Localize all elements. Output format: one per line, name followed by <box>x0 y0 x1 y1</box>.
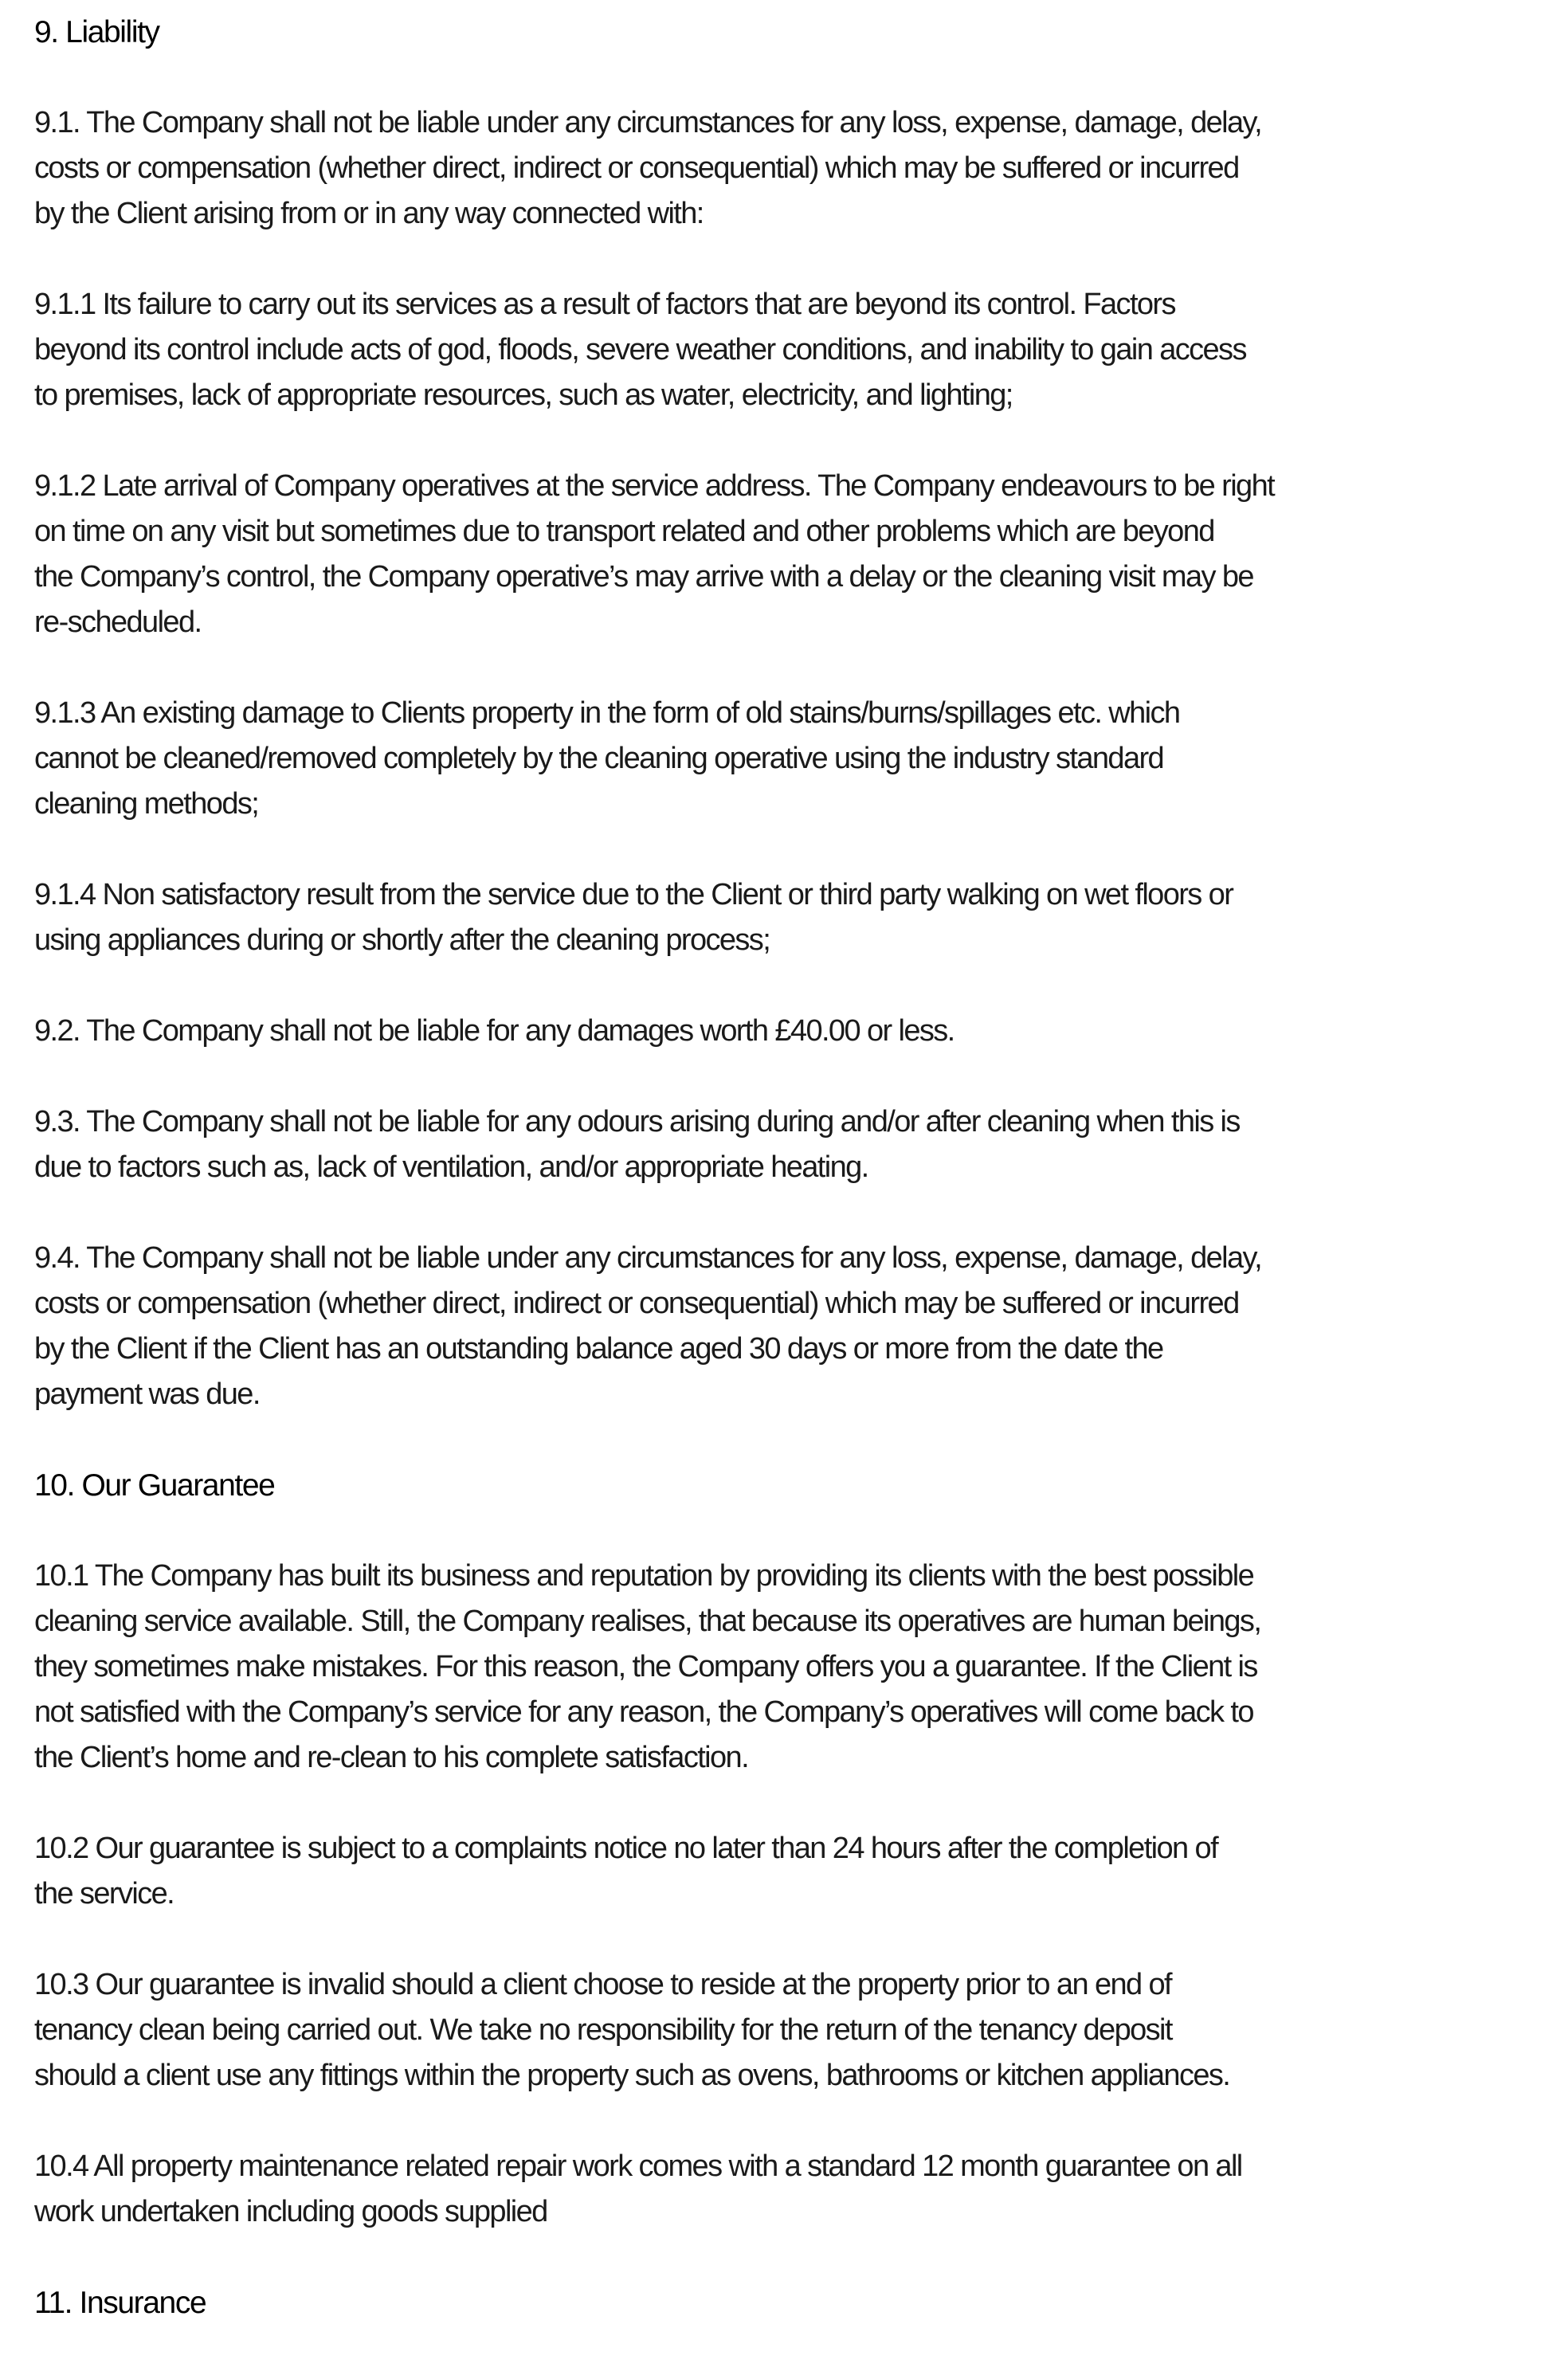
heading-text: 11. Insurance <box>34 2286 206 2320</box>
paragraph-line: by the Client if the Client has an outstanding balance aged 30 days or more from the date the <box>34 1332 1163 1366</box>
paragraph-line: 9.1. The Company shall not be liable under any circumstances for any loss, expense, damage, delay, <box>34 106 1262 139</box>
clause-paragraph <box>34 2144 1548 2235</box>
paragraph-line: 9.1.2 Late arrival of Company operatives at the service address. The Company endeavours to be right <box>34 469 1275 503</box>
paragraph-line: 10.2 Our guarantee is subject to a complaints notice no later than 24 hours after the completion of <box>34 1832 1218 1865</box>
clause-paragraph <box>34 1009 1548 1054</box>
paragraph-line: cannot be cleaned/removed completely by the cleaning operative using the industry standard <box>34 742 1164 775</box>
paragraph-line: 10.4 All property maintenance related repair work comes with a standard 12 month guarantee on all <box>34 2150 1242 2183</box>
heading-text: 10. Our Guarantee <box>34 1468 275 1503</box>
paragraph-line: re-scheduled. <box>34 605 202 639</box>
section-heading <box>34 2280 1548 2326</box>
paragraph-line: cleaning service available. Still, the Company realises, that because its operatives are human beings, <box>34 1605 1261 1638</box>
paragraph-line: on time on any visit but sometimes due to transport related and other problems which are beyond <box>34 515 1214 548</box>
clause-paragraph <box>34 464 1548 645</box>
paragraph-line: 9.2. The Company shall not be liable for any damages worth £40.00 or less. <box>34 1014 955 1048</box>
clause-paragraph <box>34 1962 1548 2099</box>
clause-paragraph <box>34 1099 1548 1190</box>
paragraph-line: 10.1 The Company has built its business and reputation by providing its clients with the best possible <box>34 1559 1254 1593</box>
paragraph-line: the Client’s home and re-clean to his complete satisfaction. <box>34 1741 749 1774</box>
paragraph-line: 9.1.1 Its failure to carry out its services as a result of factors that are beyond its control. Factors <box>34 288 1175 321</box>
clause-paragraph <box>34 691 1548 827</box>
heading-text: 9. Liability <box>34 15 159 49</box>
paragraph-line: due to factors such as, lack of ventilation, and/or appropriate heating. <box>34 1150 868 1184</box>
paragraph-line: they sometimes make mistakes. For this reason, the Company offers you a guarantee. If the Client is <box>34 1650 1257 1683</box>
paragraph-line: 9.4. The Company shall not be liable under any circumstances for any loss, expense, damage, delay, <box>34 1241 1262 1275</box>
section-heading <box>34 1463 1548 1508</box>
paragraph-line: payment was due. <box>34 1378 260 1411</box>
paragraph-line: to premises, lack of appropriate resources, such as water, electricity, and lighting; <box>34 378 1013 412</box>
paragraph-line: 9.1.4 Non satisfactory result from the service due to the Client or third party walking on wet floors or <box>34 878 1233 911</box>
clause-paragraph <box>34 872 1548 963</box>
paragraph-line: using appliances during or shortly after the cleaning process; <box>34 923 770 957</box>
paragraph-line: costs or compensation (whether direct, indirect or consequential) which may be suffered or incurred <box>34 151 1239 185</box>
clause-paragraph <box>34 1826 1548 1917</box>
paragraph-line: costs or compensation (whether direct, indirect or consequential) which may be suffered or incurred <box>34 1287 1239 1320</box>
paragraph-line: 9.3. The Company shall not be liable for any odours arising during and/or after cleaning when this is <box>34 1105 1240 1138</box>
document-body <box>34 10 1548 2371</box>
section-heading <box>34 10 1548 55</box>
paragraph-line: 10.3 Our guarantee is invalid should a client choose to reside at the property prior to an end of <box>34 1968 1171 2001</box>
paragraph-line: cleaning methods; <box>34 787 259 821</box>
paragraph-line: should a client use any fittings within the property such as ovens, bathrooms or kitchen appliances. <box>34 2059 1230 2092</box>
paragraph-line: tenancy clean being carried out. We take no responsibility for the return of the tenancy deposit <box>34 2013 1172 2047</box>
paragraph-line: the service. <box>34 1877 174 1911</box>
paragraph-line: work undertaken including goods supplied <box>34 2195 547 2228</box>
clause-paragraph <box>34 1236 1548 1417</box>
paragraph-line: by the Client arising from or in any way connected with: <box>34 197 704 230</box>
paragraph-line: beyond its control include acts of god, floods, severe weather conditions, and inability to gain access <box>34 333 1246 366</box>
paragraph-line: the Company’s control, the Company operative’s may arrive with a delay or the cleaning visit may be <box>34 560 1253 594</box>
paragraph-line: 9.1.3 An existing damage to Clients property in the form of old stains/burns/spillages etc. which <box>34 696 1180 730</box>
paragraph-line: not satisfied with the Company’s service for any reason, the Company’s operatives will come back to <box>34 1695 1253 1729</box>
clause-paragraph <box>34 100 1548 237</box>
clause-paragraph <box>34 282 1548 418</box>
clause-paragraph <box>34 1554 1548 1781</box>
